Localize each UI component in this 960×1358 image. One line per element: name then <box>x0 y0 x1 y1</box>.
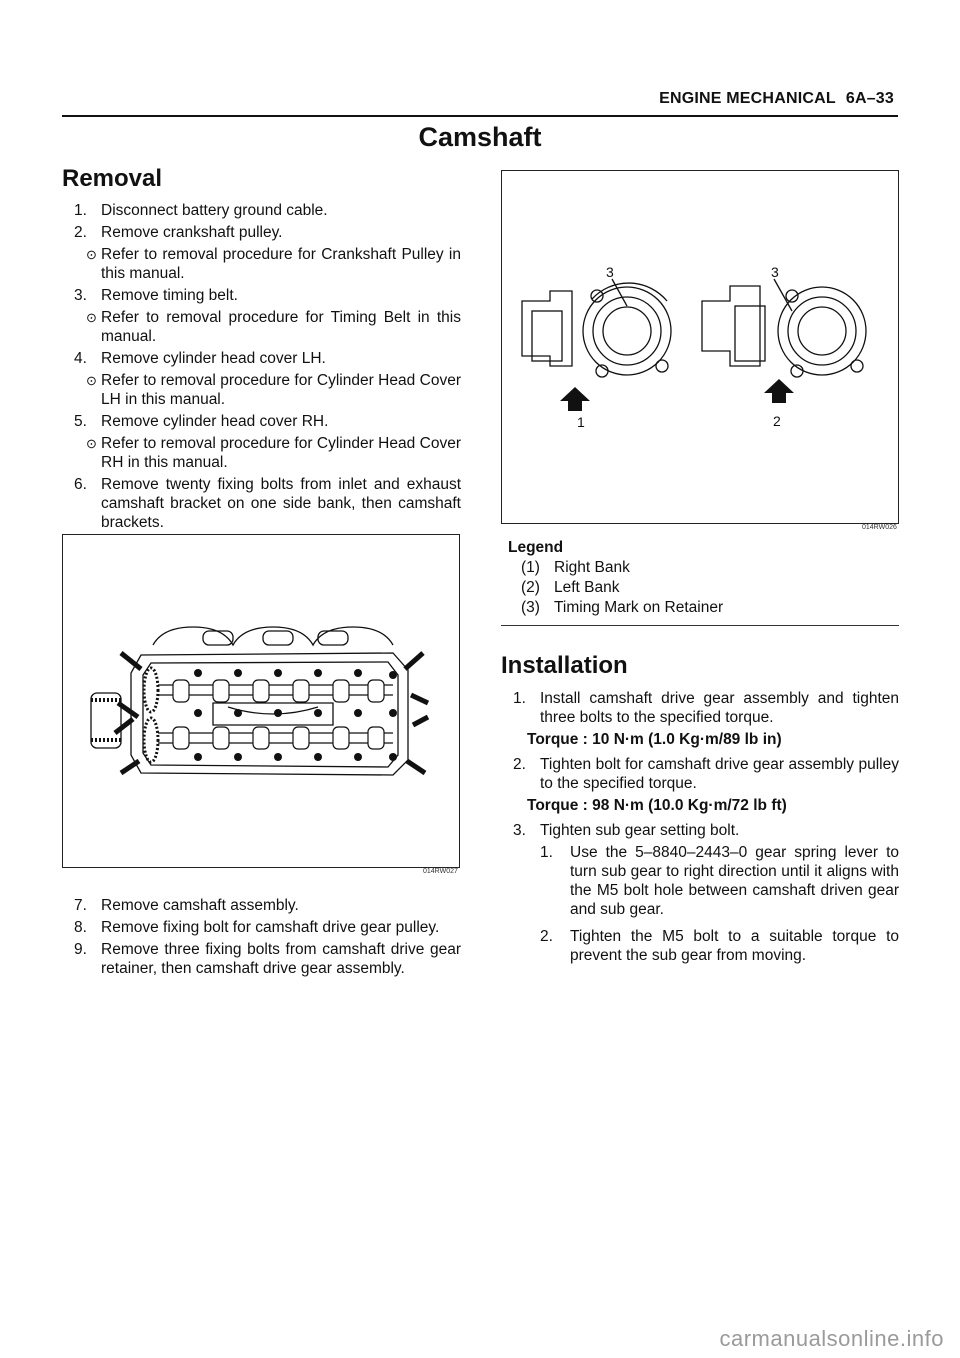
bullet-icon: ⊙ <box>86 247 97 262</box>
list-item: 8. Remove fixing bolt for camshaft drive gear pulley. <box>74 919 440 936</box>
legend-heading: Legend <box>508 539 564 556</box>
figure-code: 014RW027 <box>423 868 458 875</box>
list-item: 9. Remove three fixing bolts from camshaft drive gear retainer, then camshaft drive gear assembly. <box>74 941 461 977</box>
list-item: ⊙ Refer to removal procedure for Cylinder Head Cover RH in this manual. <box>86 435 461 471</box>
list-item: ⊙ Refer to removal procedure for Timing Belt in this manual. <box>86 309 461 345</box>
callout-1: 1 <box>577 414 585 430</box>
list-item: 2. Tighten bolt for camshaft drive gear assembly pulley to the specified torque. <box>513 756 899 792</box>
legend <box>508 538 723 618</box>
figure-code: 014RW026 <box>862 524 897 531</box>
callout-2: 2 <box>773 413 781 429</box>
list-item: 3. Remove timing belt. <box>74 287 238 304</box>
list-item: 1. Use the 5–8840–2443–0 gear spring lever to turn sub gear to right direction until it aligns with the M5 bolt hole between camshaft driven gear and sub gear. <box>540 844 899 918</box>
list-item: ⊙ Refer to removal procedure for Cylinder Head Cover LH in this manual. <box>86 372 461 408</box>
header-rule <box>62 115 898 117</box>
callout-3-right: 3 <box>771 264 779 280</box>
list-item: 7. Remove camshaft assembly. <box>74 897 299 914</box>
removal-steps-b <box>74 896 461 981</box>
bullet-icon: ⊙ <box>86 310 97 325</box>
cylinder-head-illustration <box>63 535 459 867</box>
list-item: 6. Remove twenty fixing bolts from inlet and exhaust camshaft bracket on one side bank, then camshaft brackets. <box>74 476 461 531</box>
list-item: ⊙ Refer to removal procedure for Crankshaft Pulley in this manual. <box>86 246 461 282</box>
page-title: Camshaft <box>418 122 542 152</box>
watermark: carmanualsonline.info <box>719 1326 944 1351</box>
legend-item: (2) Left Bank <box>521 579 620 596</box>
bullet-icon: ⊙ <box>86 436 97 451</box>
legend-item: (3) Timing Mark on Retainer <box>521 599 724 616</box>
bullet-icon: ⊙ <box>86 373 97 388</box>
installation-heading: Installation <box>501 652 628 679</box>
retainer-illustration <box>502 171 898 523</box>
list-item: 2. Tighten the M5 bolt to a suitable torque to prevent the sub gear from moving. <box>540 928 899 964</box>
list-item: 5. Remove cylinder head cover RH. <box>74 413 329 430</box>
retainer-figure <box>501 170 899 524</box>
list-item: 1. Install camshaft drive gear assembly and tighten three bolts to the specified torque. <box>513 690 899 726</box>
torque-spec: Torque : 98 N·m (10.0 Kg·m/72 lb ft) <box>527 797 787 814</box>
list-item: 3. Tighten sub gear setting bolt. <box>513 822 740 839</box>
removal-steps-a <box>74 201 461 535</box>
torque-spec: Torque : 10 N·m (1.0 Kg·m/89 lb in) <box>527 731 782 748</box>
legend-separator <box>501 625 899 626</box>
callout-3-left: 3 <box>606 264 614 280</box>
list-item: 2. Remove crankshaft pulley. <box>74 224 283 241</box>
list-item: 1. Disconnect battery ground cable. <box>74 202 328 219</box>
cylinder-head-figure <box>62 534 460 868</box>
running-header <box>659 90 894 108</box>
legend-item: (1) Right Bank <box>521 559 630 576</box>
page-number: 6A–33 <box>845 90 894 107</box>
section-name: ENGINE MECHANICAL <box>659 90 836 107</box>
removal-heading: Removal <box>62 165 163 192</box>
list-item: 4. Remove cylinder head cover LH. <box>74 350 326 367</box>
installation-steps <box>513 689 899 973</box>
